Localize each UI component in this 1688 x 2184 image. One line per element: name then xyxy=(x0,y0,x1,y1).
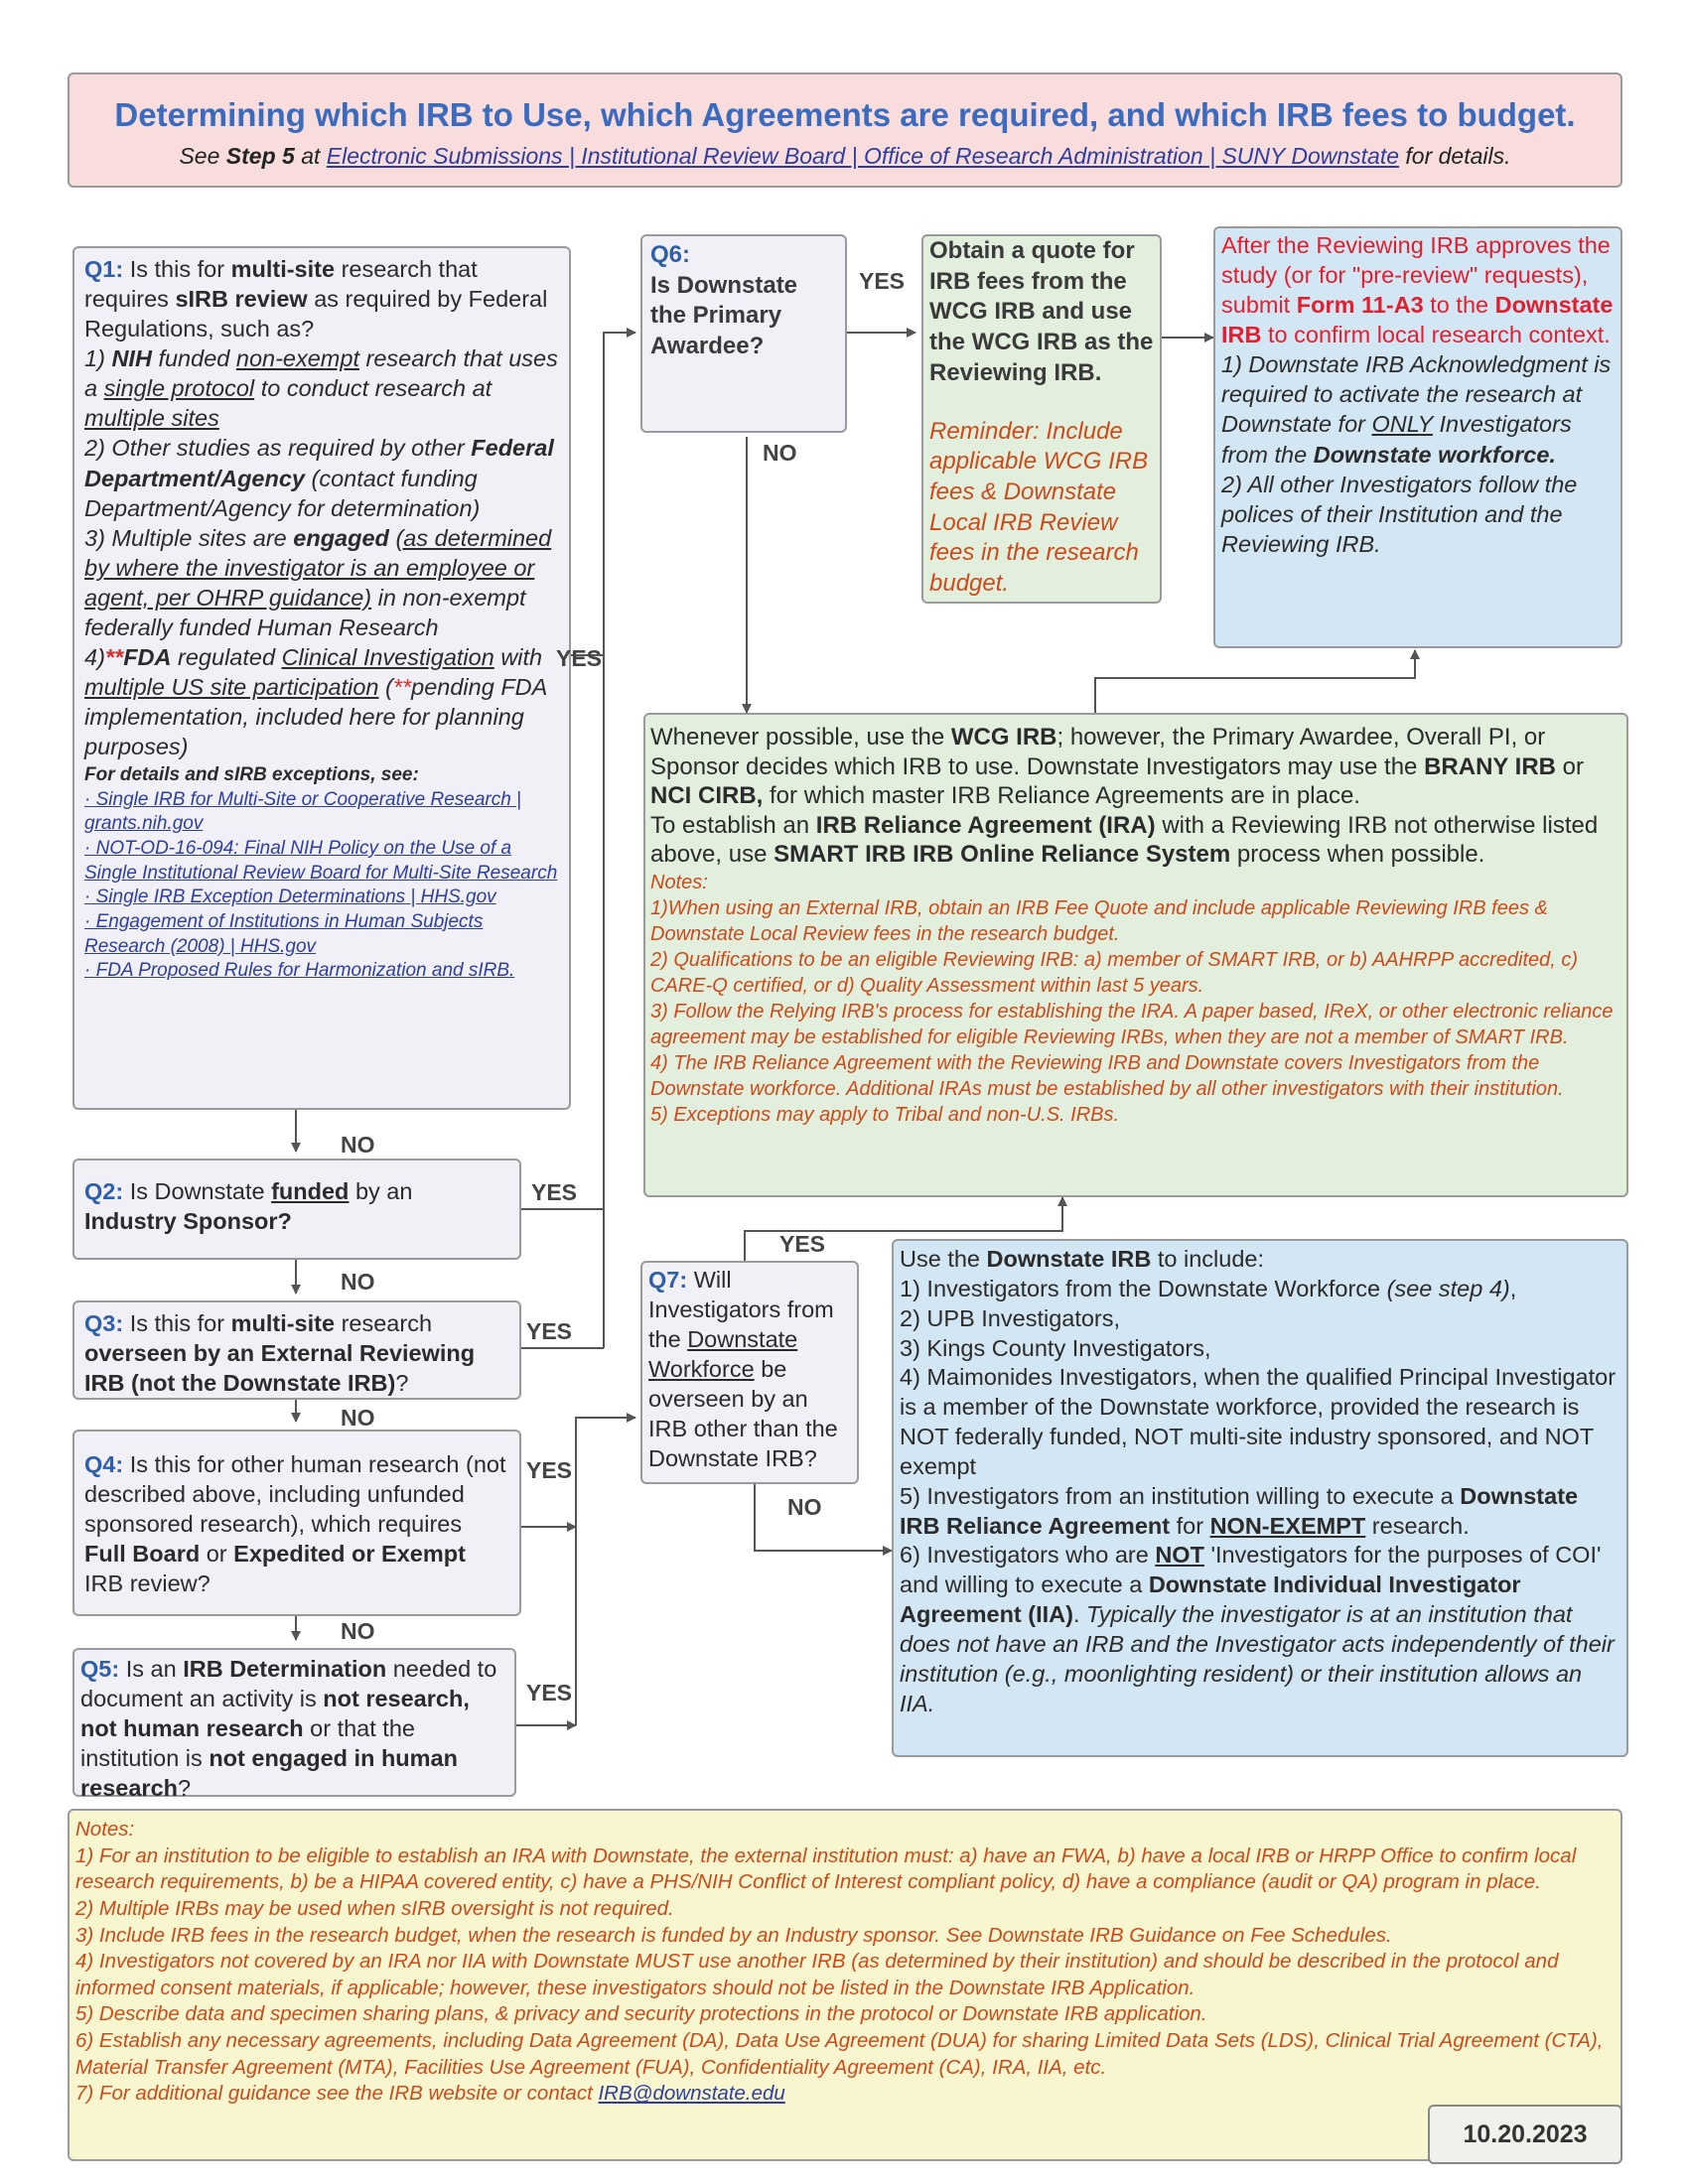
link-sirb-exceptions[interactable]: · Single IRB Exception Determinations | HHS.gov xyxy=(84,887,496,908)
irb-notes-title: Notes: xyxy=(650,871,708,893)
arrow-to-q7 xyxy=(576,1418,635,1725)
irb-note: 4) The IRB Reliance Agreement with the Reviewing IRB and Downstate covers Investigators from the Downstate workforce. Additional IRAs must be established by all other investigators with their institution. xyxy=(650,1051,1564,1100)
footer-notes xyxy=(68,1809,1622,2161)
header-banner xyxy=(68,72,1622,188)
wcg-quote-box: Obtain a quote for IRB fees from the WCG IRB and use the WCG IRB as the Reviewing IRB. Reminder: Include applicable WCG IRB fees & Downstate Local IRB Review fees in the research budget. xyxy=(921,234,1162,604)
footer-note: 2) Multiple IRBs may be used when sIRB oversight is not required. xyxy=(75,1896,674,1920)
footer-note: 5) Describe data and specimen sharing plans, & privacy and security protections in the protocol or Downstate IRB application. xyxy=(75,2002,1207,2026)
footer-note: 6) Establish any necessary agreements, including Data Agreement (DA), Data Use Agreement (DUA) for sharing Limited Data Sets (LDS), Clinical Trial Agreement (CTA), Material Transfer Agreement (MTA), Facilities Use Agreement (FUA), Confidentiality Agreement (CA), IRA, IIA, etc. xyxy=(75,2029,1604,2079)
arrow-q7-no xyxy=(755,1484,892,1551)
approval-item-1: 1) Downstate IRB Acknowledgment is required to activate the research at Downstate for ONLY Investigators from the Downstate workforce. xyxy=(1221,351,1612,468)
footer-note: 7) For additional guidance see the IRB website or contact IRB@downstate.edu xyxy=(75,2082,785,2106)
q2-box: Q2: Is Downstate funded by an Industry Sponsor? xyxy=(72,1159,521,1260)
link-engagement-institutions[interactable]: · Engagement of Institutions in Human Subjects Research (2008) | HHS.gov xyxy=(84,911,484,957)
label-q4-no: NO xyxy=(341,1618,375,1644)
q1-box: Q1: Is this for multi-site research that requires sIRB review as required by Federal Regulations, such as? 1) NIH funded non-exempt research that uses a single protocol to conduct research at multiple sites 2) Other studies as required by other Federal Department/Agency (contact funding Department/Agency for determination) 3) Multiple sites are engaged (as determined by where the investigator is an employee or agent, per OHRP guidance) in non-exempt federally funded Human Research 4)**FDA regulated Clinical Investigation with multiple US site participation (**pending FDA implementation, included here for planning purposes) For details and sIRB exceptions, see: · Single IRB for Multi-Site or Cooperative Research | grants.nih.gov · NOT-OD-16-094: Final NIH Policy on the Use of a Single Institutional Review Board for Multi-Site Research · Single IRB Exception Determinations | HHS.gov · Engagement of Institutions in Human Subjects Research (2008) | HHS.gov · FDA Proposed Rules for Harmonization and sIRB. xyxy=(72,246,571,1110)
irb-note: 5) Exceptions may apply to Tribal and non-U.S. IRBs. xyxy=(650,1103,1120,1126)
page-title: Determining which IRB to Use, which Agreements are required, and which IRB fees to budget. xyxy=(114,96,1576,133)
link-single-irb-nih[interactable]: · Single IRB for Multi-Site or Cooperative Research | grants.nih.gov xyxy=(84,788,521,835)
q1-item-2: 2) Other studies as required by other Federal Department/Agency (contact funding Department/Agency for determination) xyxy=(84,435,554,521)
q1-item-3: 3) Multiple sites are engaged (as determined by where the investigator is an employee or agent, per OHRP guidance) in non-exempt federally funded Human Research xyxy=(84,524,552,640)
q6-box: Q6: Is Downstate the Primary Awardee? xyxy=(640,234,847,433)
label-q1-yes: YES xyxy=(556,645,603,671)
footer-note: 3) Include IRB fees in the research budget, when the research is funded by an Industry sponsor. See Downstate IRB Guidance on Fee Schedules. xyxy=(75,1923,1392,1947)
label-q3-no: NO xyxy=(341,1405,375,1431)
downstate-item-4: 4) Maimonides Investigators, when the qualified Principal Investigator is a member of the Downstate workforce, provided the research is NOT federally funded, NOT multi-site industry sponsored, and NOT exempt xyxy=(900,1364,1617,1479)
irb-selection-box: Whenever possible, use the WCG IRB; however, the Primary Awardee, Overall PI, or Sponsor decides which IRB to use. Downstate Investigators may use the BRANY IRB or NCI CIRB, for which master IRB Reliance Agreements are in place. To establish an IRB Reliance Agreement (IRA) with a Reviewing IRB not otherwise listed above, use SMART IRB IRB Online Reliance System process when possible. Notes: 1)When using an External IRB, obtain an IRB Fee Quote and include applicable Reviewing IRB fees & Downstate Local Review fees in the research budget. 2) Qualifications to be an eligible Reviewing IRB: a) member of SMART IRB, or b) AAHRPP accredited, c) CARE-Q certified, or d) Quality Assessment within last 5 years. 3) Follow the Relying IRB's process for establishing the IRA. A paper based, IReX, or other electronic reliance agreement may be established for eligible Reviewing IRBs, when they are not a member of SMART IRB. 4) The IRB Reliance Agreement with the Reviewing IRB and Downstate covers Investigators from the Downstate workforce. Additional IRAs must be established by all other investigators with their institution. 5) Exceptions may apply to Tribal and non-U.S. IRBs. xyxy=(643,713,1628,1197)
irb-note: 2) Qualifications to be an eligible Reviewing IRB: a) member of SMART IRB, or b) AAHRPP accredited, c) CARE-Q certified, or d) Quality Assessment within last 5 years. xyxy=(650,948,1579,997)
date-badge: 10.20.2023 xyxy=(1428,2105,1622,2164)
approval-item-2: 2) All other Investigators follow the polices of their Institution and the Reviewing IRB. xyxy=(1221,471,1578,557)
arrow-wcg-approve xyxy=(1095,650,1415,713)
label-q5-yes: YES xyxy=(526,1680,573,1706)
irb-note: 3) Follow the Relying IRB's process for establishing the IRA. A paper based, IReX, or other electronic reliance agreement may be established for eligible Reviewing IRBs, when they are not a member of SMART IRB. xyxy=(650,1000,1614,1048)
downstate-irb-box: Use the Downstate IRB to include: 1) Investigators from the Downstate Workforce (see step 4), 2) UPB Investigators, 3) Kings County Investigators, 4) Maimonides Investigators, when the qualified Principal Investigator is a member of the Downstate workforce, provided the research is NOT federally funded, NOT multi-site industry sponsored, and NOT exempt 5) Investigators from an institution willing to execute a Downstate IRB Reliance Agreement for NON-EXEMPT research. 6) Investigators who are NOT 'Investigators for the purposes of COI' and willing to execute a Downstate Individual Investigator Agreement (IIA). Typically the investigator is at an institution that does not have an IRB and the Investigator acts independently of their institution (e.g., moonlighting resident) or their institution allows an IIA. xyxy=(892,1239,1628,1757)
downstate-item-2: 2) UPB Investigators, xyxy=(900,1304,1121,1331)
q1-details-heading: For details and sIRB exceptions, see: xyxy=(84,764,419,786)
footer-note: 1) For an institution to be eligible to establish an IRA with Downstate, the external institution must: a) have an FWA, b) have a local IRB or HRPP Office to confirm local research requirements, b) be a HIPAA covered entity, c) have a PHS/NIH Conflict of Interest compliant policy, d) have a compliance (audit or QA) program in place. xyxy=(75,1843,1577,1894)
approval-box: After the Reviewing IRB approves the study (or for "pre-review" requests), submit Form 11-A3 to the Downstate IRB to confirm local research context. 1) Downstate IRB Acknowledgment is required to activate the research at Downstate for ONLY Investigators from the Downstate workforce. 2) All other Investigators follow the polices of their Institution and the Reviewing IRB. xyxy=(1213,226,1622,648)
q3-box: Q3: Is this for multi-site research overseen by an External Reviewing IRB (not the Downstate IRB)? xyxy=(72,1300,521,1400)
notes-title: Notes: xyxy=(75,1818,135,1841)
irb-email-link[interactable]: IRB@downstate.edu xyxy=(598,2082,785,2106)
label-q7-no: NO xyxy=(787,1494,822,1520)
link-not-od-16-094[interactable]: · NOT-OD-16-094: Final NIH Policy on the Use of a Single Institutional Review Board for Multi-Site Research xyxy=(84,838,558,884)
label-q6-yes: YES xyxy=(859,268,906,294)
q7-box: Q7: Will Investigators from the Downstate Workforce be overseen by an IRB other than the Downstate IRB? xyxy=(640,1261,859,1484)
label-q1-no: NO xyxy=(341,1132,375,1158)
footer-note: 4) Investigators not covered by an IRA nor IIA with Downstate MUST use another IRB (as determined by their institution) and should be described in the protocol and informed consent materials, if applicable; however, these investigators should not be listed in the Downstate IRB Application. xyxy=(75,1950,1559,1999)
label-q3-yes: YES xyxy=(526,1318,573,1344)
header-subtitle: See Step 5 at Electronic Submissions | Institutional Review Board | Office of Research Administration | SUNY Downstate for details. xyxy=(179,143,1511,170)
label-q4-yes: YES xyxy=(526,1457,573,1483)
irb-submissions-link[interactable]: Electronic Submissions | Institutional Review Board | Office of Research Administration | SUNY Downstate xyxy=(326,143,1400,170)
label-q6-no: NO xyxy=(763,440,797,466)
q1-item-4: 4)**FDA regulated Clinical Investigation with multiple US site participation (**pending FDA implementation, included here for planning purposes) xyxy=(84,644,547,760)
downstate-item-6: 6) Investigators who are NOT 'Investigators for the purposes of COI' and willing to execute a Downstate Individual Investigator Agreement (IIA). Typically the investigator is at an institution that does not have an IRB and the Investigator acts independently of their institution (e.g., moonlighting resident) or their institution allows an IIA. xyxy=(900,1542,1615,1716)
downstate-item-5: 5) Investigators from an institution willing to execute a Downstate IRB Reliance Agreement for NON-EXEMPT research. xyxy=(900,1482,1579,1539)
q1-item-1: 1) NIH funded non-exempt research that uses a single protocol to conduct research at multiple sites xyxy=(84,345,558,432)
label-q7-yes: YES xyxy=(779,1231,826,1257)
link-fda-proposed-rules[interactable]: · FDA Proposed Rules for Harmonization and sIRB. xyxy=(84,960,515,982)
q4-box: Q4: Is this for other human research (not described above, including unfunded sponsored research), which requires Full Board or Expedited or Exempt IRB review? xyxy=(72,1430,521,1616)
irb-note: 1)When using an External IRB, obtain an IRB Fee Quote and include applicable Reviewing IRB fees & Downstate Local Review fees in the research budget. xyxy=(650,896,1548,945)
label-q2-no: NO xyxy=(341,1269,375,1295)
downstate-item-1: 1) Investigators from the Downstate Workforce (see step 4), xyxy=(900,1275,1517,1301)
arrow-to-q6 xyxy=(604,333,635,1348)
label-q2-yes: YES xyxy=(531,1179,578,1205)
downstate-item-3: 3) Kings County Investigators, xyxy=(900,1334,1211,1361)
q5-box: Q5: Is an IRB Determination needed to document an activity is not research, not human research or that the institution is not engaged in human research? xyxy=(72,1648,516,1797)
